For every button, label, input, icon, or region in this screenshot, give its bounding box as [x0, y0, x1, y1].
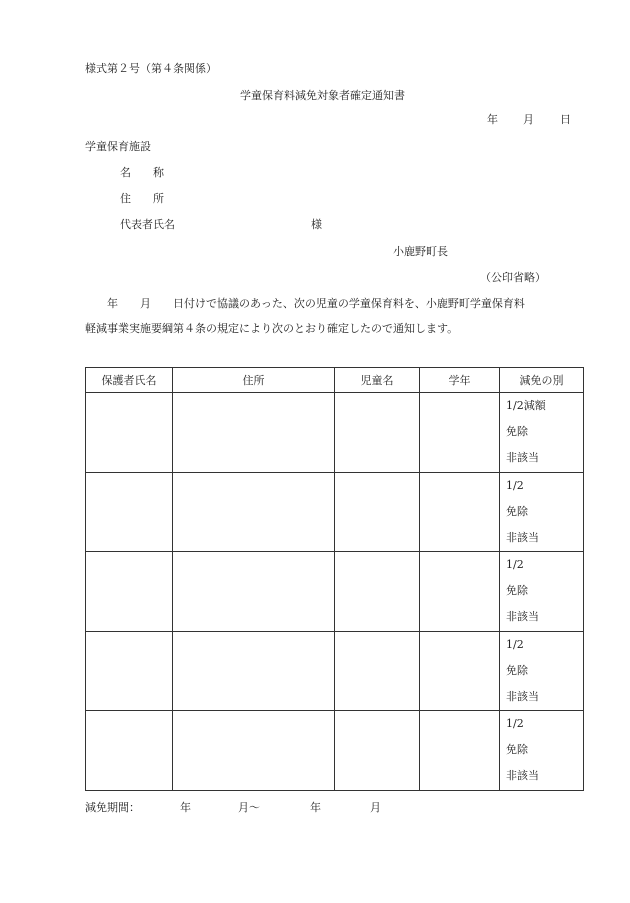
period-start-year: 年	[180, 801, 191, 814]
option-not-applicable: 非該当	[506, 451, 539, 464]
header-child-name: 児童名	[335, 368, 420, 393]
honorific: 様	[311, 218, 322, 231]
grade-cell[interactable]	[420, 631, 500, 711]
option-half: 1/2	[506, 478, 524, 492]
form-number: 様式第２号（第４条関係）	[85, 62, 217, 75]
option-exempt: 免除	[506, 504, 528, 518]
header-address: 住所	[173, 368, 335, 393]
address-cell[interactable]	[173, 552, 335, 632]
date-year: 年	[487, 113, 498, 126]
date-day: 日	[560, 113, 571, 126]
reduction-type-cell[interactable]	[500, 711, 584, 791]
period-start-month: 月～	[238, 801, 260, 814]
table-row	[86, 472, 584, 552]
address-cell[interactable]	[173, 711, 335, 791]
child-name-cell[interactable]	[335, 393, 420, 473]
seal-note: （公印省略）	[480, 271, 546, 284]
facility-address-label: 住 所	[120, 192, 164, 205]
table-row	[86, 552, 584, 632]
guardian-name-cell[interactable]	[86, 393, 173, 473]
guardian-name-cell[interactable]	[86, 552, 173, 632]
option-half: 1/2減額	[506, 399, 546, 412]
option-exempt: 免除	[506, 425, 528, 438]
child-name-cell[interactable]	[335, 631, 420, 711]
option-not-applicable: 非該当	[506, 610, 539, 624]
body-text-line1: 年 月 日付けで協議のあった、次の児童の学童保育料を、小鹿野町学童保育料	[85, 297, 525, 310]
child-name-cell[interactable]	[335, 552, 420, 632]
header-grade: 学年	[420, 368, 500, 393]
reduction-type-cell[interactable]	[500, 472, 584, 552]
option-half: 1/2	[506, 717, 524, 731]
document-title: 学童保育料減免対象者確定通知書	[240, 89, 405, 102]
address-cell[interactable]	[173, 472, 335, 552]
option-not-applicable: 非該当	[506, 769, 539, 783]
child-name-cell[interactable]	[335, 711, 420, 791]
period-end-year: 年	[310, 801, 321, 814]
table-row	[86, 393, 584, 473]
header-guardian-name: 保護者氏名	[86, 368, 173, 393]
body-text-line2: 軽減事業実施要綱第４条の規定により次のとおり確定したので通知します。	[85, 322, 459, 335]
address-cell[interactable]	[173, 631, 335, 711]
representative-label: 代表者氏名	[120, 218, 175, 231]
table-header-row	[86, 368, 584, 393]
date-month: 月	[523, 113, 534, 126]
guardian-name-cell[interactable]	[86, 472, 173, 552]
guardian-name-cell[interactable]	[86, 711, 173, 791]
children-table	[85, 367, 584, 791]
period-end-month: 月	[370, 801, 381, 814]
guardian-name-cell[interactable]	[86, 631, 173, 711]
option-not-applicable: 非該当	[506, 530, 539, 544]
table-row	[86, 631, 584, 711]
grade-cell[interactable]	[420, 552, 500, 632]
table-row	[86, 711, 584, 791]
option-half: 1/2	[506, 637, 524, 651]
option-exempt: 免除	[506, 663, 528, 677]
reduction-type-cell[interactable]	[500, 552, 584, 632]
option-half: 1/2	[506, 558, 524, 572]
option-not-applicable: 非該当	[506, 689, 539, 703]
address-cell[interactable]	[173, 393, 335, 473]
grade-cell[interactable]	[420, 711, 500, 791]
reduction-type-cell[interactable]	[500, 393, 584, 473]
option-exempt: 免除	[506, 584, 528, 598]
facility-name-label: 名 称	[120, 166, 164, 179]
header-reduction-type: 減免の別	[500, 368, 584, 393]
option-exempt: 免除	[506, 743, 528, 757]
grade-cell[interactable]	[420, 393, 500, 473]
grade-cell[interactable]	[420, 472, 500, 552]
issuer-title: 小鹿野町長	[393, 245, 448, 258]
recipient-heading: 学童保育施設	[85, 140, 151, 153]
period-label: 減免期間：	[85, 801, 140, 814]
reduction-type-cell[interactable]	[500, 631, 584, 711]
child-name-cell[interactable]	[335, 472, 420, 552]
